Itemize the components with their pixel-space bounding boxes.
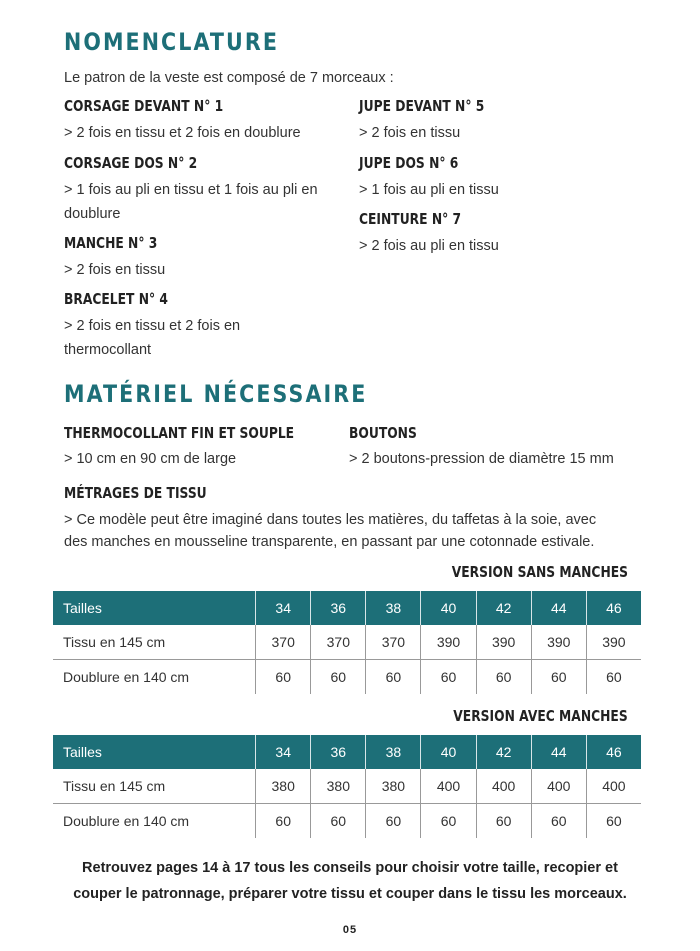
table-cell: 380 (311, 769, 366, 804)
piece-2-detail: > 1 fois au pli en tissu et 1 fois au pli en doublure (64, 182, 318, 222)
header-cell: 36 (311, 735, 366, 769)
piece-6-name: JUPE DOS N° 6 (359, 154, 459, 172)
piece-7-name: CEINTURE N° 7 (359, 210, 462, 228)
table-cell: 60 (311, 660, 366, 695)
table-cell: 60 (586, 804, 641, 839)
table-row (53, 769, 641, 804)
table-row (53, 660, 641, 695)
table-cell: Tissu en 145 cm (53, 769, 256, 804)
table-cell: 60 (256, 804, 311, 839)
table-cell: 390 (476, 625, 531, 660)
table-cell: 390 (531, 625, 586, 660)
header-cell: Tailles (53, 591, 256, 625)
metrages-line-2: des manches en mousseline transparente, en passant par une cotonnade estivale. (64, 534, 595, 550)
header-cell: 42 (476, 735, 531, 769)
footer-note (40, 855, 660, 907)
table-cell: 400 (476, 769, 531, 804)
piece-5-name: JUPE DEVANT N° 5 (359, 97, 485, 115)
piece-3-detail: > 2 fois en tissu (64, 262, 166, 278)
piece-7-detail: > 2 fois au pli en tissu (359, 238, 499, 254)
piece-4-detail: > 2 fois en tissu et 2 fois en thermocollant (64, 318, 241, 358)
thermo-title: THERMOCOLLANT FIN ET SOUPLE (64, 424, 295, 442)
piece-1-detail: > 2 fois en tissu et 2 fois en doublure (64, 125, 301, 141)
header-cell: 38 (366, 735, 421, 769)
table-cell: 400 (531, 769, 586, 804)
table-cell: 400 (421, 769, 476, 804)
metrages-title: MÉTRAGES DE TISSU (64, 484, 207, 502)
table-header-row (53, 735, 641, 769)
table-row (53, 625, 641, 660)
table-cell: 370 (366, 625, 421, 660)
table-cell: 390 (586, 625, 641, 660)
header-cell: 38 (366, 591, 421, 625)
table-2-title: VERSION AVEC MANCHES (453, 707, 628, 725)
table-cell: 60 (421, 660, 476, 695)
table-cell: 60 (476, 660, 531, 695)
piece-4-name: BRACELET N° 4 (64, 290, 168, 308)
table-avec-manches (53, 735, 641, 838)
metrages-line-1: > Ce modèle peut être imaginé dans toutes les matières, du taffetas à la soie, avec (64, 512, 597, 528)
table-cell: 370 (256, 625, 311, 660)
header-cell: 44 (531, 591, 586, 625)
table-sans-manches (53, 591, 641, 694)
table-cell: 60 (311, 804, 366, 839)
table-cell: 370 (311, 625, 366, 660)
table-cell: 60 (256, 660, 311, 695)
header-cell: 44 (531, 735, 586, 769)
boutons-title: BOUTONS (349, 424, 417, 442)
table-1-title: VERSION SANS MANCHES (451, 563, 628, 581)
materiel-title: MATÉRIEL NÉCESSAIRE (64, 380, 368, 408)
table-cell: 60 (366, 660, 421, 695)
header-cell: 36 (311, 591, 366, 625)
table-cell: 60 (531, 660, 586, 695)
piece-5-detail: > 2 fois en tissu (359, 125, 461, 141)
thermo-detail: > 10 cm en 90 cm de large (64, 451, 237, 467)
header-cell: Tailles (53, 735, 256, 769)
piece-6-detail: > 1 fois au pli en tissu (359, 182, 499, 198)
header-cell: 42 (476, 591, 531, 625)
table-cell: 60 (586, 660, 641, 695)
table-cell: 380 (366, 769, 421, 804)
footer-line-2: couper le patronnage, préparer votre tissu et couper dans le tissu les morceaux. (73, 886, 627, 902)
table-cell: 60 (421, 804, 476, 839)
table-cell: 380 (256, 769, 311, 804)
header-cell: 34 (256, 591, 311, 625)
header-cell: 40 (421, 591, 476, 625)
table-cell: 60 (476, 804, 531, 839)
footer-line-1: Retrouvez pages 14 à 17 tous les conseils pour choisir votre taille, recopier et (82, 860, 618, 876)
piece-1-name: CORSAGE DEVANT N° 1 (64, 97, 224, 115)
table-cell: 390 (421, 625, 476, 660)
table-cell: Doublure en 140 cm (63, 813, 190, 829)
nomenclature-title: NOMENCLATURE (64, 28, 280, 56)
header-cell: 46 (586, 591, 641, 625)
page-number: 05 (342, 924, 358, 936)
header-cell: 46 (586, 735, 641, 769)
piece-2-name: CORSAGE DOS N° 2 (64, 154, 198, 172)
table-cell: 400 (586, 769, 641, 804)
header-cell: 40 (421, 735, 476, 769)
piece-3-name: MANCHE N° 3 (64, 234, 158, 252)
boutons-detail: > 2 boutons-pression de diamètre 15 mm (349, 451, 614, 467)
table-header-row (53, 591, 641, 625)
table-row (53, 804, 641, 839)
table-cell: 60 (531, 804, 586, 839)
table-cell: Tissu en 145 cm (53, 625, 256, 660)
table-cell: Doublure en 140 cm (63, 669, 190, 685)
header-cell: 34 (256, 735, 311, 769)
table-cell: 60 (366, 804, 421, 839)
nomenclature-intro: Le patron de la veste est composé de 7 morceaux : (64, 70, 394, 86)
